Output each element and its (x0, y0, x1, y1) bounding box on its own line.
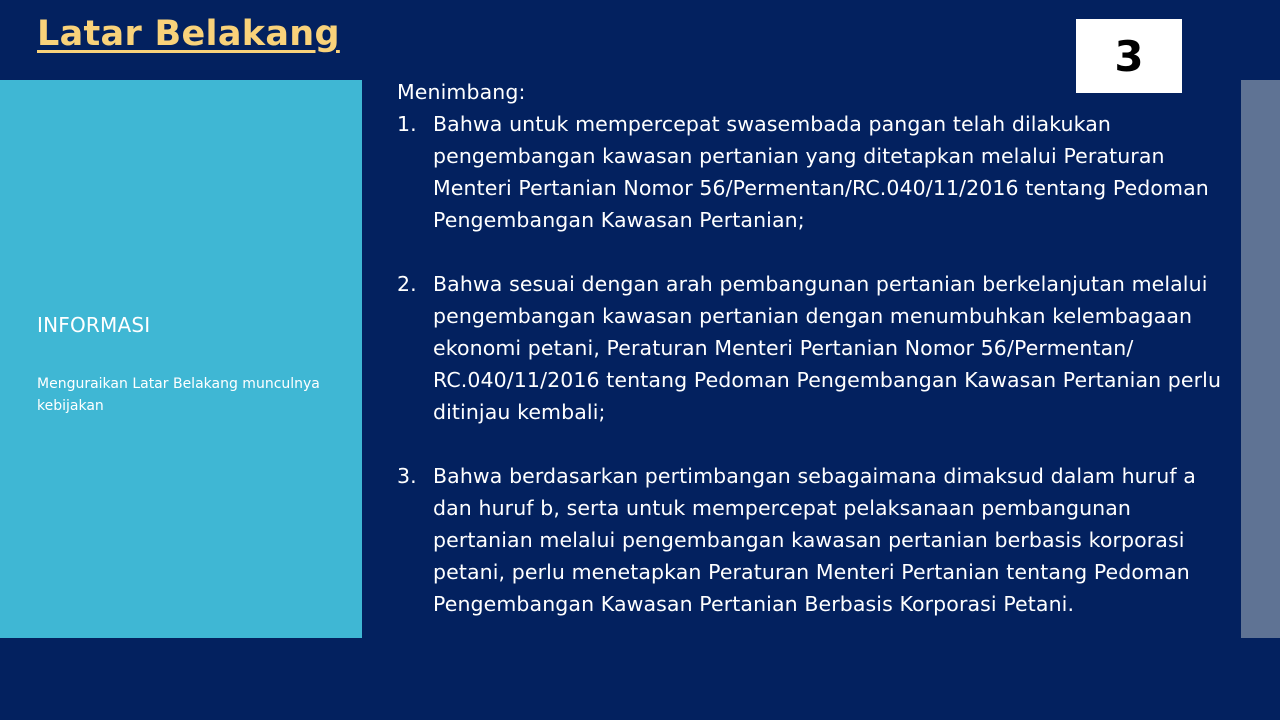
content-body (397, 76, 1233, 620)
point-list (397, 108, 1233, 620)
list-item-number: 2. (397, 272, 417, 296)
page-number: 3 (1114, 31, 1144, 81)
side-accent-bar (1241, 80, 1280, 638)
list-item (397, 268, 1233, 428)
list-item-text: Bahwa untuk mempercepat swasembada pangan telah dilakukan pengembangan kawasan pertanian yang ditetapkan melalui Peraturan Menteri Pertanian Nomor 56/Permentan/RC.040/11/2016 tentang Pedoman Pengembangan Kawasan Pertanian; (433, 112, 1209, 232)
info-description: Menguraikan Latar Belakang munculnya kebijakan (37, 376, 320, 414)
content-intro: Menimbang: (397, 80, 526, 104)
list-item-number: 1. (397, 112, 417, 136)
list-item-text: Bahwa berdasarkan pertimbangan sebagaimana dimaksud dalam huruf a dan huruf b, serta untuk mempercepat pelaksanaan pembangunan pertanian melalui pengembangan kawasan pertanian berbasis korporasi petani, perlu menetapkan Peraturan Menteri Pertanian tentang Pedoman Pengembangan Kawasan Pertanian Berbasis Korporasi Petani. (433, 464, 1196, 616)
list-item (397, 108, 1233, 236)
slide-title: Latar Belakang (37, 14, 340, 54)
info-heading: INFORMASI (37, 313, 151, 337)
info-panel (0, 80, 362, 638)
list-item (397, 460, 1233, 620)
list-item-text: Bahwa sesuai dengan arah pembangunan pertanian berkelanjutan melalui pengembangan kawasan pertanian dengan menumbuhkan kelembagaan ekonomi petani, Peraturan Menteri Pertanian Nomor 56/Permentan/ RC.040/11/2016 tentang Pedoman Pengembangan Kawasan Pertanian perlu ditinjau kembali; (433, 272, 1222, 424)
list-item-number: 3. (397, 464, 417, 488)
